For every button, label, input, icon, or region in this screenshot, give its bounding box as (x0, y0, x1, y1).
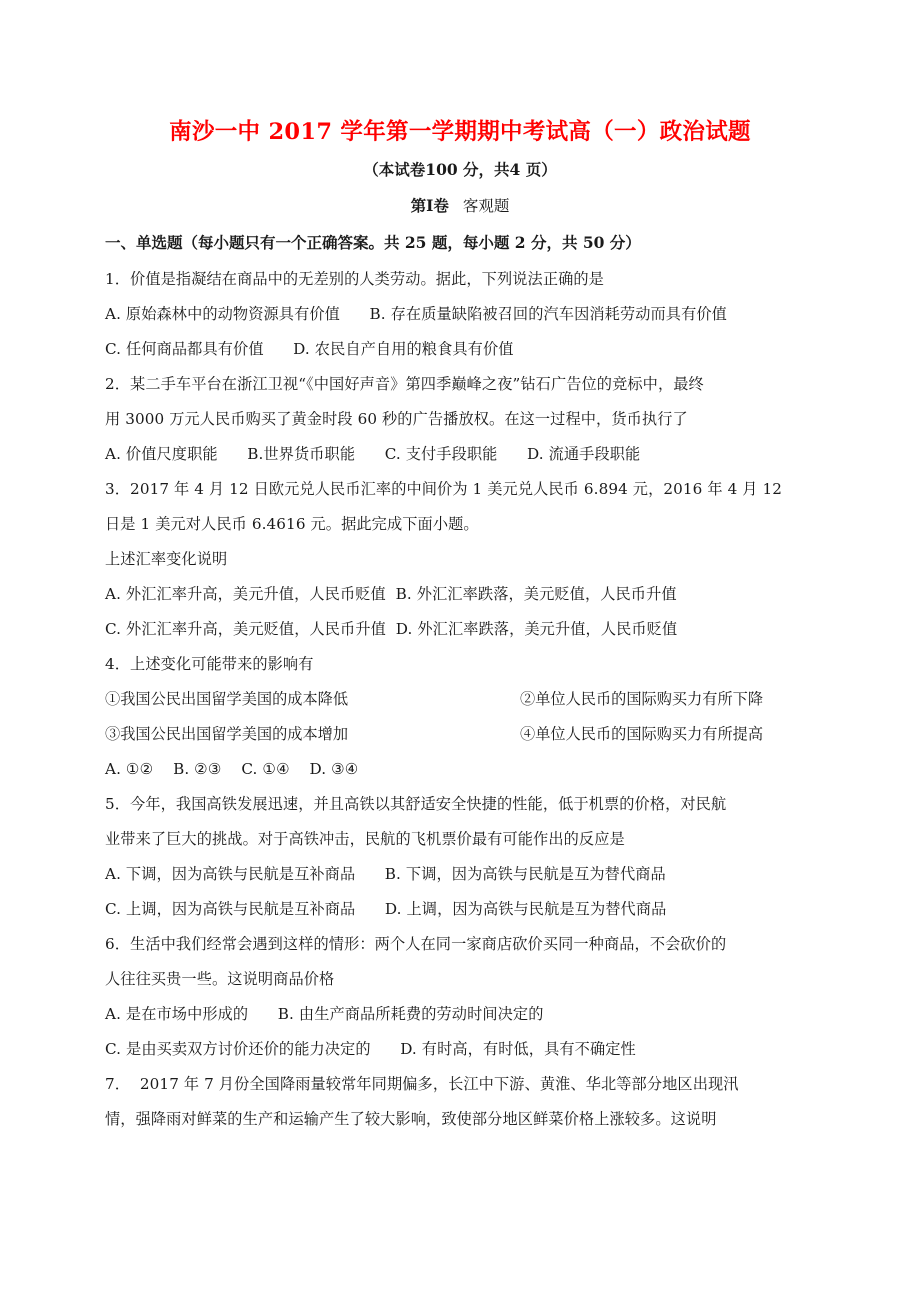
question-item (105, 367, 820, 472)
question-stem: 5．今年，我国高铁发展迅速，并且高铁以其舒适安全快捷的性能，低于机票的价格，对民航 (105, 794, 727, 813)
question-options: C. 是由买卖双方讨价还价的能力决定的 D. 有时高，有时低，具有不确定性 (105, 1039, 636, 1058)
question-item (105, 647, 820, 787)
statement-item: ③我国公民出国留学美国的成本增加 (105, 724, 348, 743)
section-type-label: 客观题 (462, 197, 510, 216)
question-stem: 人往往买贵一些。这说明商品价格 (105, 969, 335, 988)
question-options: C. 上调，因为高铁与民航是互补商品 D. 上调，因为高铁与民航是互为替代商品 (105, 899, 667, 918)
question-options: A. ①② B. ②③ C. ①④ D. ③④ (105, 759, 359, 778)
question-stem: 6．生活中我们经常会遇到这样的情形：两个人在同一家商店砍价买同一种商品，不会砍价的 (105, 934, 727, 953)
question-stem: 日是 1 美元对人民币 6.4616 元。据此完成下面小题。 (105, 514, 479, 533)
question-list (0, 254, 920, 1137)
question-stem: 3．2017 年 4 月 12 日欧元兑人民币汇率的中间价为 1 美元兑人民币 6.894 元，2016 年 4 月 12 (105, 479, 783, 498)
question-options: A. 外汇汇率升高，美元升值，人民币贬值 B. 外汇汇率跌落，美元贬值，人民币升值 (105, 584, 677, 603)
paper-subtitle: （本试卷100 分，共4 页） (363, 160, 557, 180)
section-number-label: 第Ⅰ卷 (410, 196, 449, 216)
question-options: C. 外汇汇率升高，美元贬值，人民币升值 D. 外汇汇率跌落，美元升值，人民币贬值 (105, 619, 678, 638)
question-stem: 1．价值是指凝结在商品中的无差别的人类劳动。据此，下列说法正确的是 (105, 269, 604, 288)
part-one-heading: 一、单选题（每小题只有一个正确答案。共 25 题，每小题 2 分，共 50 分） (105, 233, 641, 253)
question-item (105, 254, 820, 367)
question-options: C. 任何商品都具有价值 D. 农民自产自用的粮食具有价值 (105, 339, 514, 358)
statement-item: ①我国公民出国留学美国的成本降低 (105, 689, 348, 708)
question-subprompt: 上述汇率变化说明 (105, 549, 228, 568)
question-stem: 7． 2017 年 7 月份全国降雨量较常年同期偏多，长江中下游、黄淮、华北等部分地区出现汛 (105, 1074, 739, 1093)
question-stem: 4．上述变化可能带来的影响有 (105, 654, 314, 673)
question-item (105, 472, 820, 647)
statement-row (105, 682, 820, 717)
question-item (105, 1067, 820, 1137)
question-options: A. 原始森林中的动物资源具有价值 B. 存在质量缺陷被召回的汽车因消耗劳动而具有价值 (105, 304, 727, 323)
page-title: 南沙一中 2017 学年第一学期期中考试高（一）政治试题 (169, 119, 751, 145)
question-item (105, 787, 820, 927)
statement-row (105, 717, 820, 752)
question-item (105, 927, 820, 1067)
question-stem: 情，强降雨对鲜菜的生产和运输产生了较大影响，致使部分地区鲜菜价格上涨较多。这说明 (105, 1109, 717, 1128)
statement-item: ④单位人民币的国际购买力有所提高 (520, 724, 763, 743)
section-heading (0, 180, 920, 216)
question-stem: 2．某二手车平台在浙江卫视“《中国好声音》第四季巅峰之夜”钻石广告位的竞标中，最终 (105, 374, 704, 393)
question-stem: 用 3000 万元人民币购买了黄金时段 60 秒的广告播放权。在这一过程中，货币执行了 (105, 409, 688, 428)
question-options: A. 是在市场中形成的 B. 由生产商品所耗费的劳动时间决定的 (105, 1004, 544, 1023)
question-options: A. 下调，因为高铁与民航是互补商品 B. 下调，因为高铁与民航是互为替代商品 (105, 864, 666, 883)
question-options: A. 价值尺度职能 B.世界货币职能 C. 支付手段职能 D. 流通手段职能 (105, 444, 641, 463)
question-stem: 业带来了巨大的挑战。对于高铁冲击，民航的飞机票价最有可能作出的反应是 (105, 829, 625, 848)
statement-item: ②单位人民币的国际购买力有所下降 (520, 689, 763, 708)
